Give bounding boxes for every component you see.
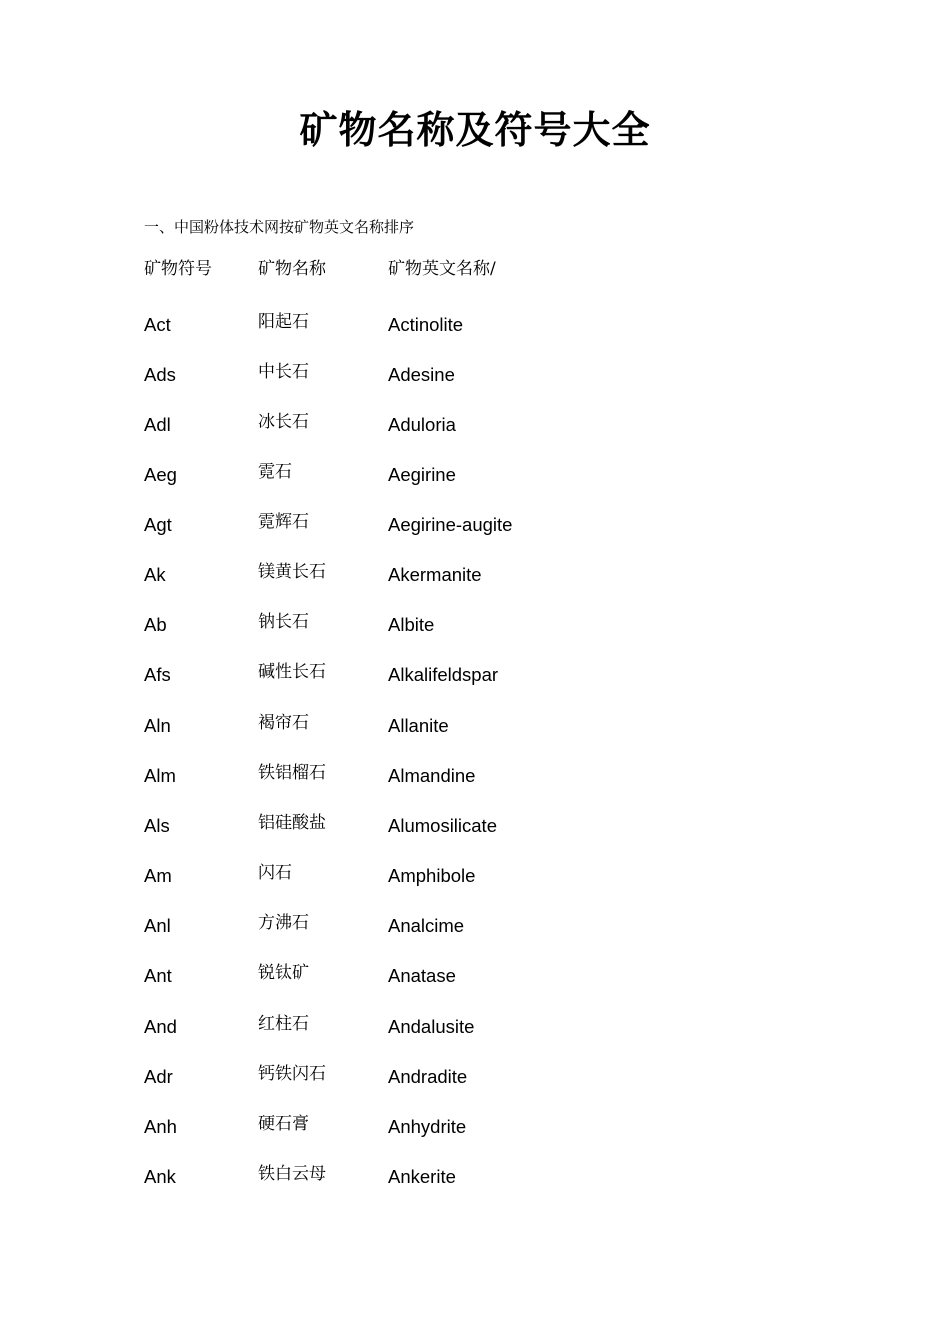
mineral-symbol: Ant <box>144 965 172 986</box>
mineral-english-name: Ankerite <box>388 1166 456 1187</box>
mineral-row <box>144 309 744 339</box>
mineral-english-name: Allanite <box>388 715 449 736</box>
mineral-row <box>144 1061 744 1091</box>
mineral-name: 冰长石 <box>258 412 309 432</box>
mineral-name: 铁铝榴石 <box>258 763 326 783</box>
mineral-row <box>144 910 744 940</box>
mineral-english-name: Aduloria <box>388 414 456 435</box>
mineral-symbol: Adr <box>144 1066 173 1087</box>
mineral-name: 中长石 <box>258 362 309 382</box>
mineral-symbol: Ads <box>144 364 176 385</box>
mineral-row <box>144 760 744 790</box>
mineral-name: 褐帘石 <box>258 713 309 733</box>
mineral-name: 方沸石 <box>258 913 309 933</box>
mineral-symbol: Ank <box>144 1166 176 1187</box>
mineral-english-name: Andalusite <box>388 1016 475 1037</box>
header-symbol: 矿物符号 <box>144 259 212 279</box>
mineral-symbol: Alm <box>144 765 176 786</box>
mineral-name: 锐钛矿 <box>258 963 309 983</box>
mineral-english-name: Aegirine-augite <box>388 514 513 535</box>
mineral-english-name: Alumosilicate <box>388 815 497 836</box>
mineral-row <box>144 860 744 890</box>
mineral-english-name: Alkalifeldspar <box>388 664 499 685</box>
mineral-row <box>144 459 744 489</box>
mineral-english-name: Almandine <box>388 765 476 786</box>
mineral-symbol: Anl <box>144 915 171 936</box>
section-heading: 一、中国粉体技术网按矿物英文名称排序 <box>144 218 415 236</box>
mineral-row <box>144 1011 744 1041</box>
mineral-name: 闪石 <box>258 863 292 883</box>
mineral-name: 钠长石 <box>258 612 309 632</box>
mineral-name: 红柱石 <box>258 1014 309 1034</box>
mineral-name: 铝硅酸盐 <box>258 813 326 833</box>
mineral-row <box>144 659 744 689</box>
mineral-row <box>144 810 744 840</box>
mineral-row <box>144 509 744 539</box>
mineral-row <box>144 710 744 740</box>
mineral-symbol: Am <box>144 865 172 886</box>
mineral-symbol: Aeg <box>144 464 177 485</box>
mineral-english-name: Andradite <box>388 1066 468 1087</box>
mineral-english-name: Actinolite <box>388 314 464 335</box>
mineral-name: 阳起石 <box>258 312 309 332</box>
mineral-english-name: Adesine <box>388 364 455 385</box>
mineral-symbol: Agt <box>144 514 172 535</box>
mineral-row <box>144 559 744 589</box>
mineral-english-name: Aegirine <box>388 464 456 485</box>
mineral-row <box>144 960 744 990</box>
mineral-row <box>144 409 744 439</box>
mineral-symbol: Ab <box>144 614 167 635</box>
mineral-symbol: Anh <box>144 1116 177 1137</box>
mineral-row <box>144 1161 744 1191</box>
mineral-name: 硬石膏 <box>258 1114 309 1134</box>
header-name: 矿物名称 <box>258 259 326 279</box>
mineral-row <box>144 359 744 389</box>
mineral-english-name: Albite <box>388 614 435 635</box>
mineral-english-name: Anatase <box>388 965 456 986</box>
mineral-symbol: Aln <box>144 715 171 736</box>
mineral-name: 霓石 <box>258 462 292 482</box>
mineral-row <box>144 1111 744 1141</box>
mineral-english-name: Analcime <box>388 915 465 936</box>
mineral-symbol: Afs <box>144 664 171 685</box>
table-header-row <box>144 256 744 286</box>
mineral-symbol: Als <box>144 815 170 836</box>
mineral-english-name: Anhydrite <box>388 1116 467 1137</box>
mineral-english-name: Amphibole <box>388 865 476 886</box>
mineral-symbol: And <box>144 1016 177 1037</box>
header-english-name: 矿物英文名称/ <box>388 259 496 279</box>
mineral-name: 镁黄长石 <box>258 562 326 582</box>
mineral-symbol: Act <box>144 314 171 335</box>
mineral-symbol: Adl <box>144 414 171 435</box>
mineral-name: 钙铁闪石 <box>258 1064 326 1084</box>
mineral-name: 霓辉石 <box>258 512 309 532</box>
mineral-name: 碱性长石 <box>258 662 326 682</box>
mineral-row <box>144 609 744 639</box>
mineral-english-name: Akermanite <box>388 564 482 585</box>
document-title: 矿物名称及符号大全 <box>299 108 651 152</box>
mineral-symbol: Ak <box>144 564 166 585</box>
mineral-name: 铁白云母 <box>258 1164 326 1184</box>
